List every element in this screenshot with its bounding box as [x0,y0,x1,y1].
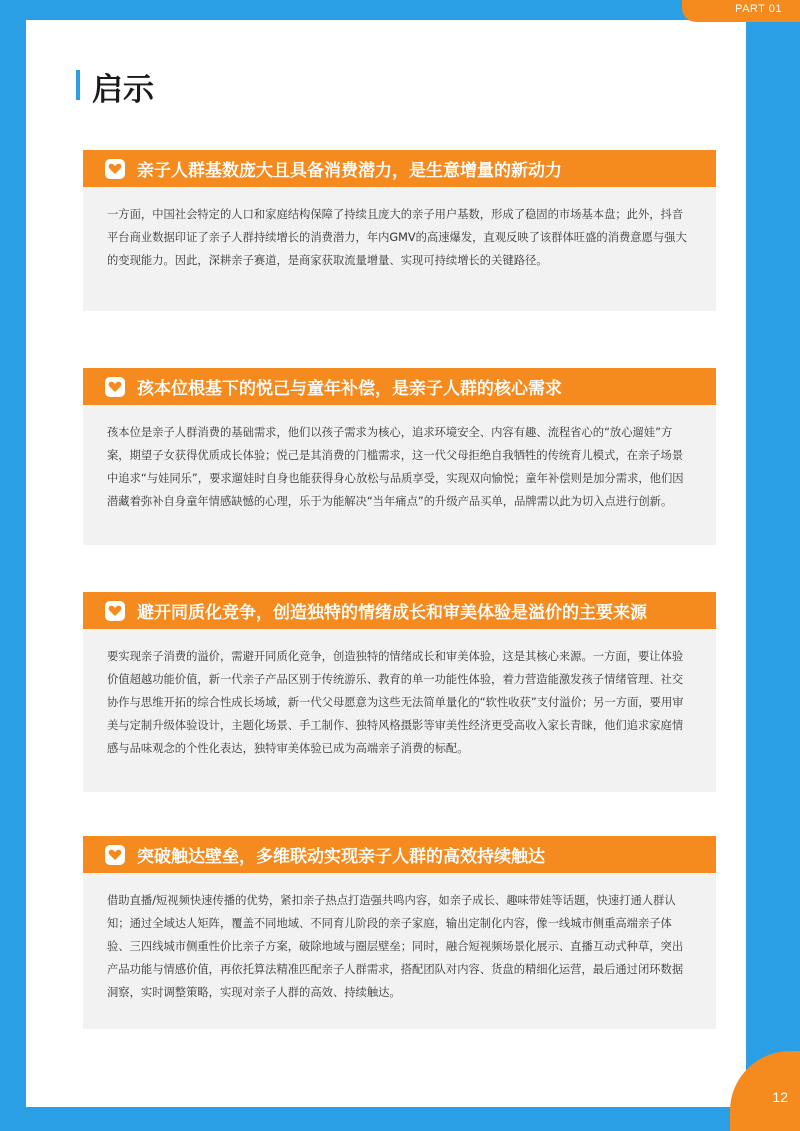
page-number: 12 [772,1089,788,1105]
section-text: 孩本位是亲子人群消费的基础需求，他们以孩子需求为核心，追求环境安全、内容有趣、流程省心的“放心遛娃”方案，期望子女获得优质成长体验；悦己是其消费的门槛需求，这一代父母拒绝自我牺牲的传统育儿模式，在亲子场景中追求“与娃同乐”，要求遛娃时自身也能获得身心放松与品质享受，实现双向愉悦；童年补偿则是加分需求，他们因潜藏着弥补自身童年情感缺憾的心理，乐于为能解决“当年痛点”的升级产品买单，品牌需以此为切入点进行创新。 [107,426,684,508]
section-2 [83,368,716,545]
section-title: 避开同质化竞争，创造独特的情绪成长和审美体验是溢价的主要来源 [137,603,647,623]
section-header [83,368,716,405]
section-header [83,592,716,629]
heart-house-icon [105,377,125,397]
section-body [83,873,716,1029]
part-tab [682,0,800,22]
section-4 [83,836,716,1029]
title-accent-bar [76,70,80,100]
page-title: 启示 [92,72,154,108]
section-header [83,150,716,187]
section-text: 要实现亲子消费的溢价，需避开同质化竞争，创造独特的情绪成长和审美体验，这是其核心来源。一方面，要让体验价值超越功能价值，新一代亲子产品区别于传统游乐、教育的单一功能性体验，着力营造能激发孩子情绪管理、社交协作与思维开拓的综合性成长场域，新一代父母愿意为这些无法简单量化的“软性收获”支付溢价；另一方面，要用审美与定制升级体验设计，主题化场景、手工制作、独特风格摄影等审美性经济更受高收入家长青睐，他们追求家庭情感与品味观念的个性化表达，独特审美体验已成为高端亲子消费的标配。 [107,650,684,755]
part-label: PART 01 [735,3,782,15]
section-title: 孩本位根基下的悦己与童年补偿，是亲子人群的核心需求 [137,379,562,399]
section-3 [83,592,716,792]
heart-house-icon [105,159,125,179]
heart-house-icon [105,601,125,621]
section-text: 借助直播/短视频快速传播的优势，紧扣亲子热点打造强共鸣内容，如亲子成长、趣味带娃等话题，快速打通人群认知；通过全域达人矩阵，覆盖不同地域、不同育儿阶段的亲子家庭，输出定制化内容，像一线城市侧重高端亲子体验、三四线城市侧重性价比亲子方案，破除地域与圈层壁垒；同时，融合短视频场景化展示、直播互动式种草，突出产品功能与情感价值，再依托算法精准匹配亲子人群需求，搭配团队对内容、货盘的精细化运营，最后通过闭环数据洞察，实时调整策略，实现对亲子人群的高效、持续触达。 [107,894,684,999]
section-1 [83,150,716,311]
section-body [83,187,716,311]
section-header [83,836,716,873]
section-body [83,405,716,545]
section-title: 亲子人群基数庞大且具备消费潜力，是生意增量的新动力 [137,161,562,181]
section-title: 突破触达壁垒，多维联动实现亲子人群的高效持续触达 [137,847,545,867]
section-text: 一方面，中国社会特定的人口和家庭结构保障了持续且庞大的亲子用户基数，形成了稳固的市场基本盘；此外，抖音平台商业数据印证了亲子人群持续增长的消费潜力，年内GMV的高速爆发，直观反映了该群体旺盛的消费意愿与强大的变现能力。因此，深耕亲子赛道，是商家获取流量增量、实现可持续增长的关键路径。 [107,208,687,267]
section-body [83,629,716,792]
heart-house-icon [105,845,125,865]
